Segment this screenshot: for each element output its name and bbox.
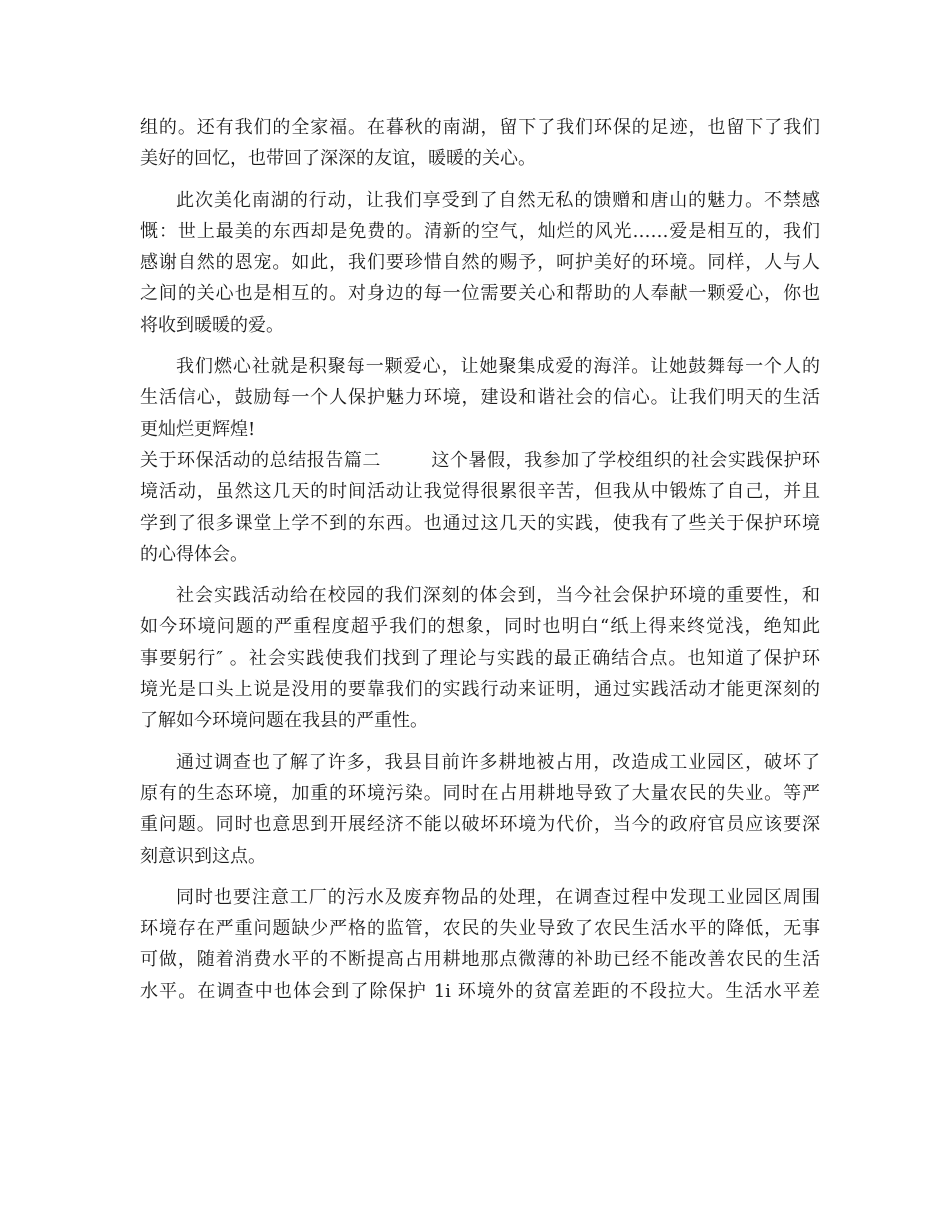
paragraph-line: 学到了很多课堂上学不到的东西。也通过这几天的实践，使我有了些关于保护环境 xyxy=(140,512,820,534)
heading-line-rest: 这个暑假，我参加了学校组织的社会实践保护环 xyxy=(430,449,821,471)
paragraph-line: 生活信心，鼓励每一个人保护魅力环境，建设和谐社会的信心。让我们明天的生活 xyxy=(140,387,820,409)
paragraph-line: 组的。还有我们的全家福。在暮秋的南湖，留下了我们环保的足迹，也留下了我们 xyxy=(140,117,820,138)
section-heading: 关于环保活动的总结报告篇二 xyxy=(140,449,381,471)
section-heading-line xyxy=(140,445,820,476)
paragraph-3 xyxy=(140,351,820,445)
paragraph-line: 水平。在调查中也体会到了除保护 1i 环境外的贫富差距的不段拉大。生活水平差 xyxy=(140,980,820,1002)
paragraph-line: 的心得体会。 xyxy=(140,543,248,565)
paragraph-2 xyxy=(140,185,820,341)
paragraph-line: 原有的生态环境，加重的环境污染。同时在占用耕地导致了大量农民的失业。等严 xyxy=(140,782,820,804)
paragraph-line: 事要躬行″ 。社会实践使我们找到了理论与实践的最正确结合点。也知道了保护环 xyxy=(140,647,820,669)
paragraph-4 xyxy=(140,445,820,570)
paragraph-line: 环境存在严重问题缺少严格的监管，农民的失业导致了农民生活水平的降低，无事 xyxy=(140,918,820,940)
paragraph-line: 如今环境问题的严重程度超乎我们的想象，同时也明白“纸上得来终觉浅，绝知此 xyxy=(140,616,820,638)
paragraph-5 xyxy=(140,580,820,736)
document-body xyxy=(140,112,820,1007)
paragraph-line: 更灿烂更辉煌! xyxy=(140,418,256,440)
paragraph-line: 刻意识到这点。 xyxy=(140,845,266,867)
paragraph-line: 重问题。同时也意思到开展经济不能以破坏环境为代价，当今的政府官员应该要深 xyxy=(140,814,820,836)
paragraph-line: 境活动，虽然这几天的时间活动让我觉得很累很辛苦，但我从中锻炼了自己，并且 xyxy=(140,481,820,503)
paragraph-line: 社会实践活动给在校园的我们深刻的体会到，当今社会保护环境的重要性，和 xyxy=(176,585,820,607)
paragraph-line: 此次美化南湖的行动，让我们享受到了自然无私的馈赠和唐山的魅力。不禁感 xyxy=(176,189,820,211)
paragraph-line: 之间的关心也是相互的。对身边的每一位需要关心和帮助的人奉献一颗爱心，你也 xyxy=(140,283,820,305)
paragraph-line: 我们燃心社就是积聚每一颗爱心，让她聚集成爱的海洋。让她鼓舞每一个人的 xyxy=(176,356,820,378)
paragraph-line: 境光是口头上说是没用的要靠我们的实践行动来证明，通过实践活动才能更深刻的 xyxy=(140,679,820,701)
paragraph-line: 同时也要注意工厂的污水及废弃物品的处理，在调查过程中发现工业园区周围 xyxy=(176,886,820,908)
paragraph-line: 将收到暖暖的爱。 xyxy=(140,314,284,336)
paragraph-6 xyxy=(140,747,820,872)
paragraph-line: 美好的回忆，也带回了深深的友谊，暖暖的关心。 xyxy=(140,148,536,170)
paragraph-line: 感谢自然的恩宠。如此，我们要珍惜自然的赐予，呵护美好的环境。同样，人与人 xyxy=(140,252,820,274)
paragraph-7 xyxy=(140,882,820,1007)
paragraph-line: 通过调查也了解了许多，我县目前许多耕地被占用，改造成工业园区，破坏了 xyxy=(176,751,820,773)
paragraph-line: 了解如今环境问题在我县的严重性。 xyxy=(140,710,428,732)
paragraph-1 xyxy=(140,112,820,175)
paragraph-line: 可做，随着消费水平的不断提高占用耕地那点微薄的补助已经不能改善农民的生活 xyxy=(140,949,820,971)
paragraph-line: 慨：世上最美的东西却是免费的。清新的空气，灿烂的风光……爱是相互的，我们 xyxy=(140,220,820,242)
